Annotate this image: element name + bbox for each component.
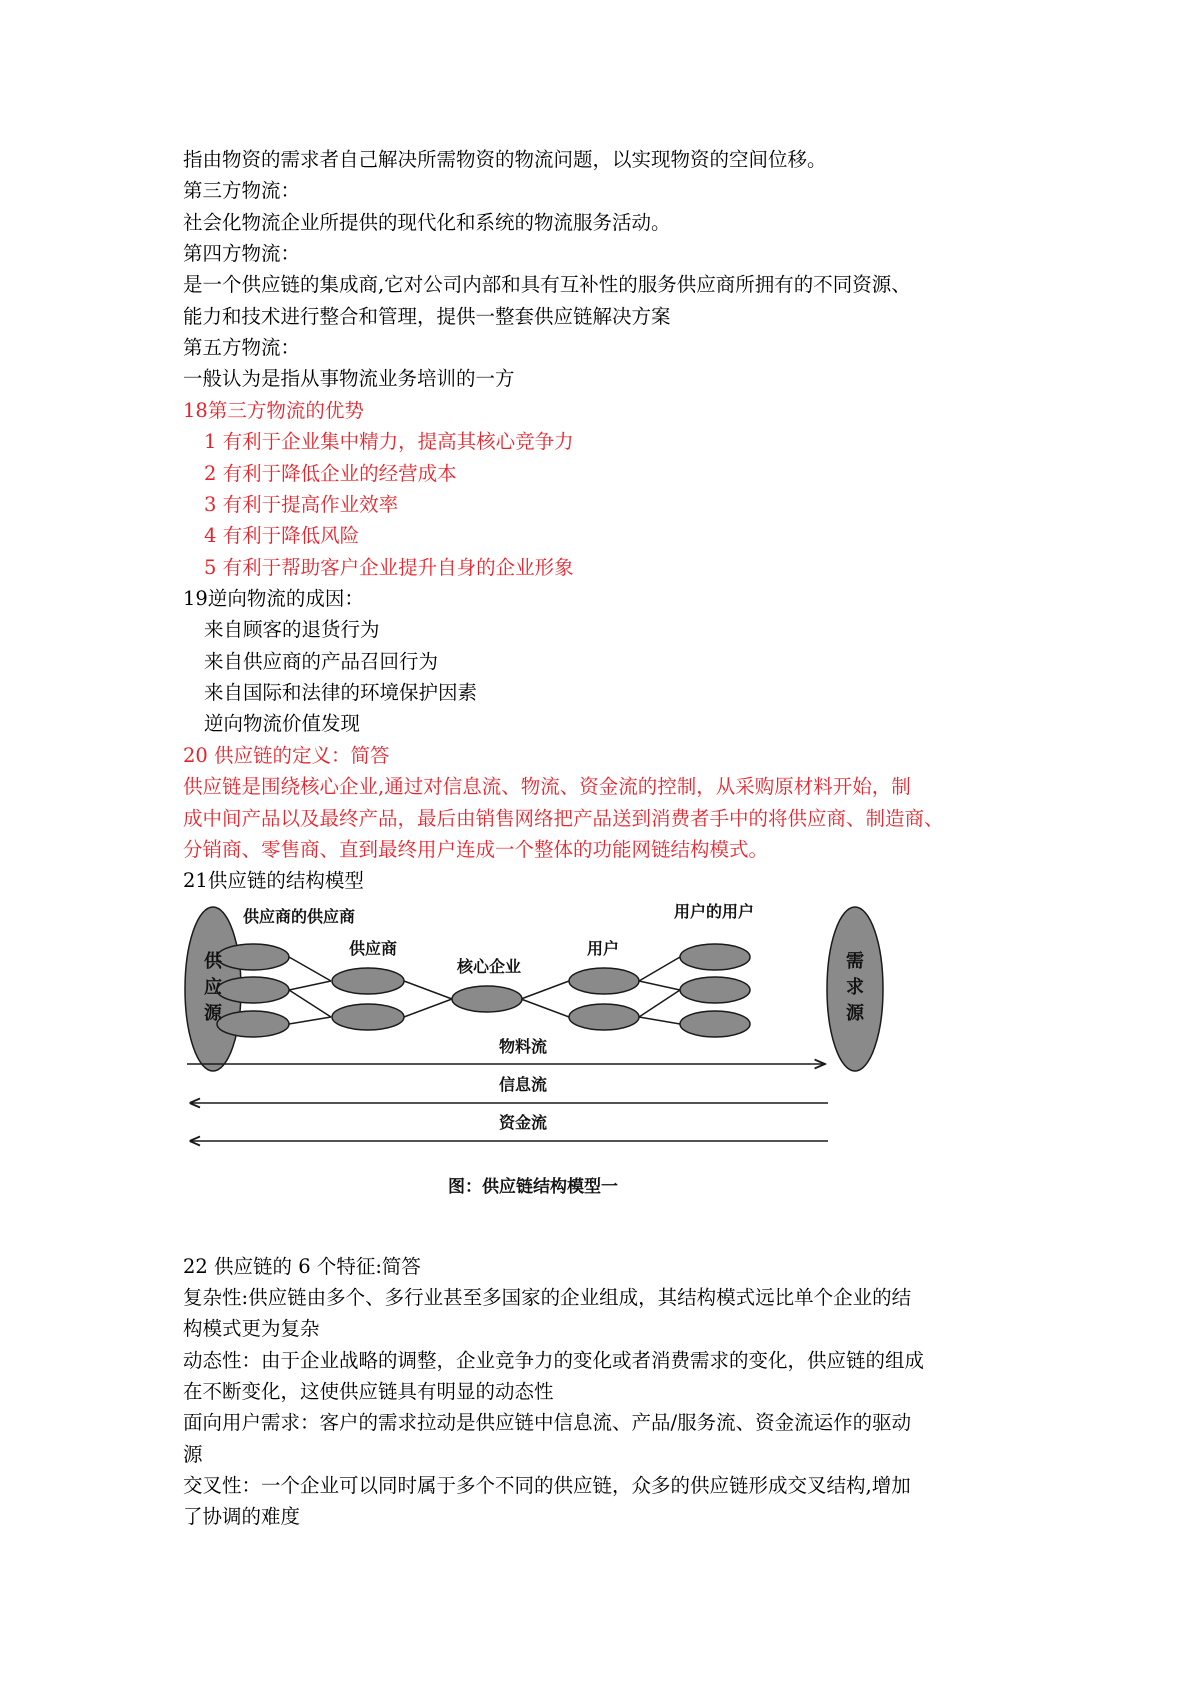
- list-item: 5 有利于帮助客户企业提升自身的企业形象: [204, 556, 574, 579]
- node-supplier: [332, 1004, 404, 1030]
- supply-source-char: 源: [204, 1003, 222, 1024]
- node-core-enterprise: [452, 986, 522, 1012]
- diagram-caption: 图：供应链结构模型一: [448, 1177, 618, 1197]
- node-suppliers-supplier: [217, 944, 289, 970]
- node-user: [569, 1004, 639, 1030]
- text-line: 是一个供应链的集成商,它对公司内部和具有互补性的服务供应商所拥有的不同资源、: [183, 273, 911, 296]
- text-line: 构模式更为复杂: [183, 1317, 320, 1340]
- node-suppliers-supplier: [217, 1011, 289, 1037]
- list-item: 来自国际和法律的环境保护因素: [204, 681, 478, 704]
- text-line: 成中间产品以及最终产品，最后由销售网络把产品送到消费者手中的将供应商、制造商、: [183, 807, 944, 830]
- section-20-title: 20 供应链的定义：简答: [183, 744, 390, 767]
- label-users: 用户: [586, 939, 620, 958]
- list-item: 来自供应商的产品召回行为: [204, 650, 439, 673]
- text-line: 供应链是围绕核心企业,通过对信息流、物流、资金流的控制，从采购原材料开始，制: [183, 775, 911, 798]
- text-line: 动态性：由于企业战略的调整，企业竞争力的变化或者消费需求的变化，供应链的组成: [183, 1349, 925, 1372]
- list-item: 逆向物流价值发现: [204, 712, 361, 735]
- text-line: 一般认为是指从事物流业务培训的一方: [183, 367, 515, 390]
- demand-source-char: 需: [846, 951, 864, 972]
- text-line: 了协调的难度: [183, 1505, 301, 1528]
- demand-source-char: 求: [846, 977, 864, 998]
- supply-source-char: 应: [204, 977, 222, 998]
- section-21-title: 21供应链的结构模型: [183, 869, 364, 892]
- text-line: 在不断变化，这使供应链具有明显的动态性: [183, 1380, 554, 1403]
- text-line: 复杂性:供应链由多个、多行业甚至多国家的企业组成，其结构模式远比单个企业的结: [183, 1286, 912, 1309]
- node-user: [569, 968, 639, 994]
- node-users-user: [680, 1011, 750, 1037]
- supply-source-char: 供: [204, 951, 222, 972]
- text-line: 交叉性：一个企业可以同时属于多个不同的供应链，众多的供应链形成交叉结构,增加: [183, 1474, 911, 1497]
- node-supplier: [332, 968, 404, 994]
- node-suppliers-supplier: [217, 977, 289, 1003]
- list-item: 1 有利于企业集中精力，提高其核心竞争力: [204, 430, 574, 453]
- section-19-title: 19逆向物流的成因：: [183, 587, 364, 610]
- node-users-user: [680, 977, 750, 1003]
- label-users-users: 用户的用户: [673, 902, 755, 921]
- text-line: 第三方物流：: [183, 179, 301, 202]
- node-users-user: [680, 944, 750, 970]
- list-item: 4 有利于降低风险: [204, 524, 360, 547]
- label-suppliers-suppliers: 供应商的供应商: [242, 907, 356, 926]
- text-line: 能力和技术进行整合和管理，提供一整套供应链解决方案: [183, 305, 671, 328]
- list-item: 来自顾客的退货行为: [204, 618, 380, 641]
- list-item: 2 有利于降低企业的经营成本: [204, 462, 457, 485]
- supply-chain-diagram: [183, 892, 903, 1222]
- section-18-title: 18第三方物流的优势: [183, 399, 364, 422]
- label-info-flow: 信息流: [498, 1075, 548, 1094]
- label-capital-flow: 资金流: [498, 1113, 548, 1132]
- label-material-flow: 物料流: [498, 1037, 548, 1056]
- section-22-title: 22 供应链的 6 个特征:简答: [183, 1255, 421, 1278]
- text-line: 第五方物流：: [183, 336, 301, 359]
- demand-source-char: 源: [846, 1003, 864, 1024]
- text-line: 分销商、零售商、直到最终用户连成一个整体的功能网链结构模式。: [183, 838, 769, 861]
- text-line: 社会化物流企业所提供的现代化和系统的物流服务活动。: [183, 211, 671, 234]
- list-item: 3 有利于提高作业效率: [204, 493, 399, 516]
- label-suppliers: 供应商: [348, 939, 398, 958]
- text-line: 面向用户需求：客户的需求拉动是供应链中信息流、产品/服务流、资金流运作的驱动: [183, 1411, 912, 1434]
- label-core-enterprise: 核心企业: [456, 957, 522, 976]
- text-line: 第四方物流：: [183, 242, 301, 265]
- text-line: 源: [183, 1443, 203, 1466]
- text-line: 指由物资的需求者自己解决所需物资的物流问题，以实现物资的空间位移。: [183, 148, 827, 171]
